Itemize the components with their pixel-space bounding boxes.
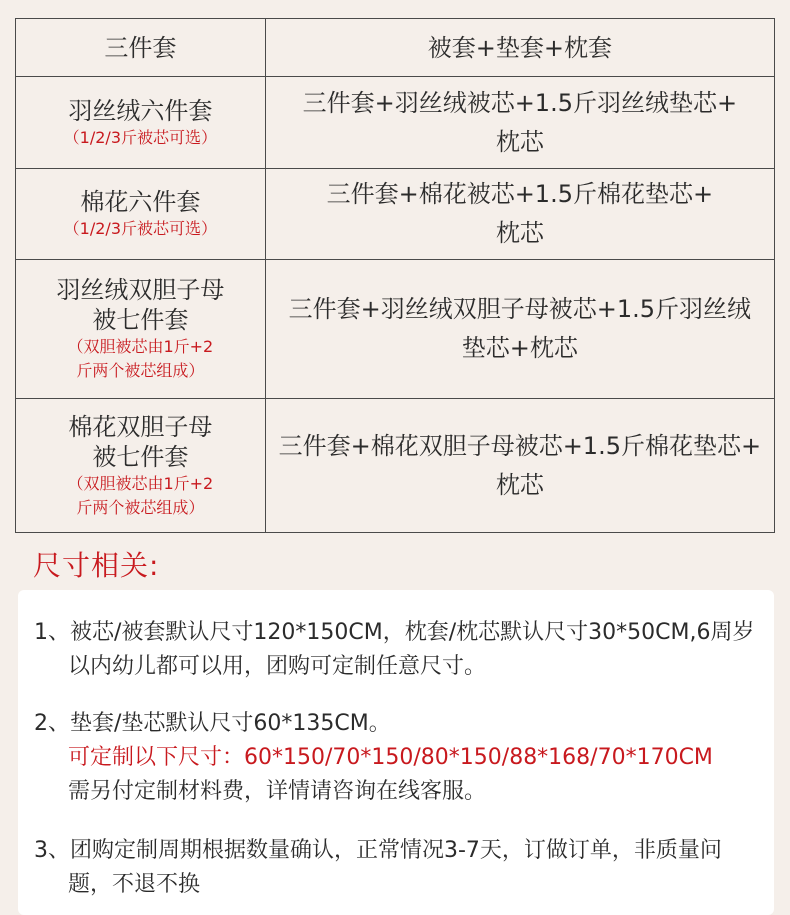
header-right-cell: 被套+垫套+枕套 xyxy=(265,19,774,77)
table-row xyxy=(16,77,775,169)
set-note: （1/2/3斤被芯可选） xyxy=(63,127,217,147)
note-line: 1、被芯/被套默认尺寸120*150CM，枕套/枕芯默认尺寸30*50CM,6周岁 xyxy=(34,620,755,645)
set-name-cell xyxy=(16,260,266,399)
set-name: 被七件套 xyxy=(92,306,189,334)
product-set-table xyxy=(15,18,775,533)
set-name: 羽丝绒六件套 xyxy=(68,96,213,125)
note-line: 3、团购定制周期根据数量确认，正常情况3-7天，订做订单，非质量问 xyxy=(34,838,722,863)
note-line: 2、垫套/垫芯默认尺寸60*135CM。 xyxy=(34,711,391,736)
table-row xyxy=(16,260,775,399)
size-notes-card xyxy=(18,590,774,915)
set-name-cell xyxy=(16,77,266,169)
note-line: 需另付定制材料费，详情请咨询在线客服。 xyxy=(68,779,487,804)
header-left-cell: 三件套 xyxy=(16,19,266,77)
set-note: （1/2/3斤被芯可选） xyxy=(63,219,217,238)
size-note-1 xyxy=(34,616,764,684)
set-note: 斤两个被芯组成） xyxy=(76,361,205,380)
set-contents-cell xyxy=(265,169,774,260)
set-contents-line: 枕芯 xyxy=(495,127,544,156)
size-note-3 xyxy=(34,834,764,902)
set-note: （双胆被芯由1斤+2 xyxy=(67,337,214,356)
set-name-cell xyxy=(16,399,266,533)
set-comparison-table xyxy=(15,18,775,533)
set-contents-line: 三件套+棉花双胆子母被芯+1.5斤棉花垫芯+ xyxy=(278,431,762,460)
set-contents-line: 枕芯 xyxy=(495,219,544,247)
size-note-2 xyxy=(34,707,764,809)
size-section-title: 尺寸相关: xyxy=(33,549,160,582)
table-row xyxy=(16,399,775,533)
table-header-row xyxy=(16,19,775,77)
set-contents-cell xyxy=(265,399,774,533)
set-note: （双胆被芯由1斤+2 xyxy=(67,473,214,493)
set-contents-cell xyxy=(265,260,774,399)
set-name: 棉花六件套 xyxy=(80,188,201,216)
set-contents-line: 枕芯 xyxy=(495,470,544,499)
set-contents-line: 三件套+棉花被芯+1.5斤棉花垫芯+ xyxy=(326,180,714,208)
set-contents-line: 三件套+羽丝绒被芯+1.5斤羽丝绒垫芯+ xyxy=(302,88,738,117)
set-name: 棉花双胆子母 xyxy=(68,412,213,441)
set-contents-line: 垫芯+枕芯 xyxy=(461,334,578,362)
set-contents-line: 三件套+羽丝绒双胆子母被芯+1.5斤羽丝绒 xyxy=(288,295,752,323)
custom-size-options: 可定制以下尺寸：60*150/70*150/80*150/88*168/70*170CM xyxy=(68,745,713,770)
set-note: 斤两个被芯组成） xyxy=(76,497,205,517)
set-contents-cell xyxy=(265,77,774,169)
set-name: 被七件套 xyxy=(92,442,189,471)
set-name: 羽丝绒双胆子母 xyxy=(56,276,225,304)
table-row xyxy=(16,169,775,260)
note-line: 以内幼儿都可以用，团购可定制任意尺寸。 xyxy=(68,654,487,679)
set-name-cell xyxy=(16,169,266,260)
note-line: 题，不退不换 xyxy=(68,872,201,897)
